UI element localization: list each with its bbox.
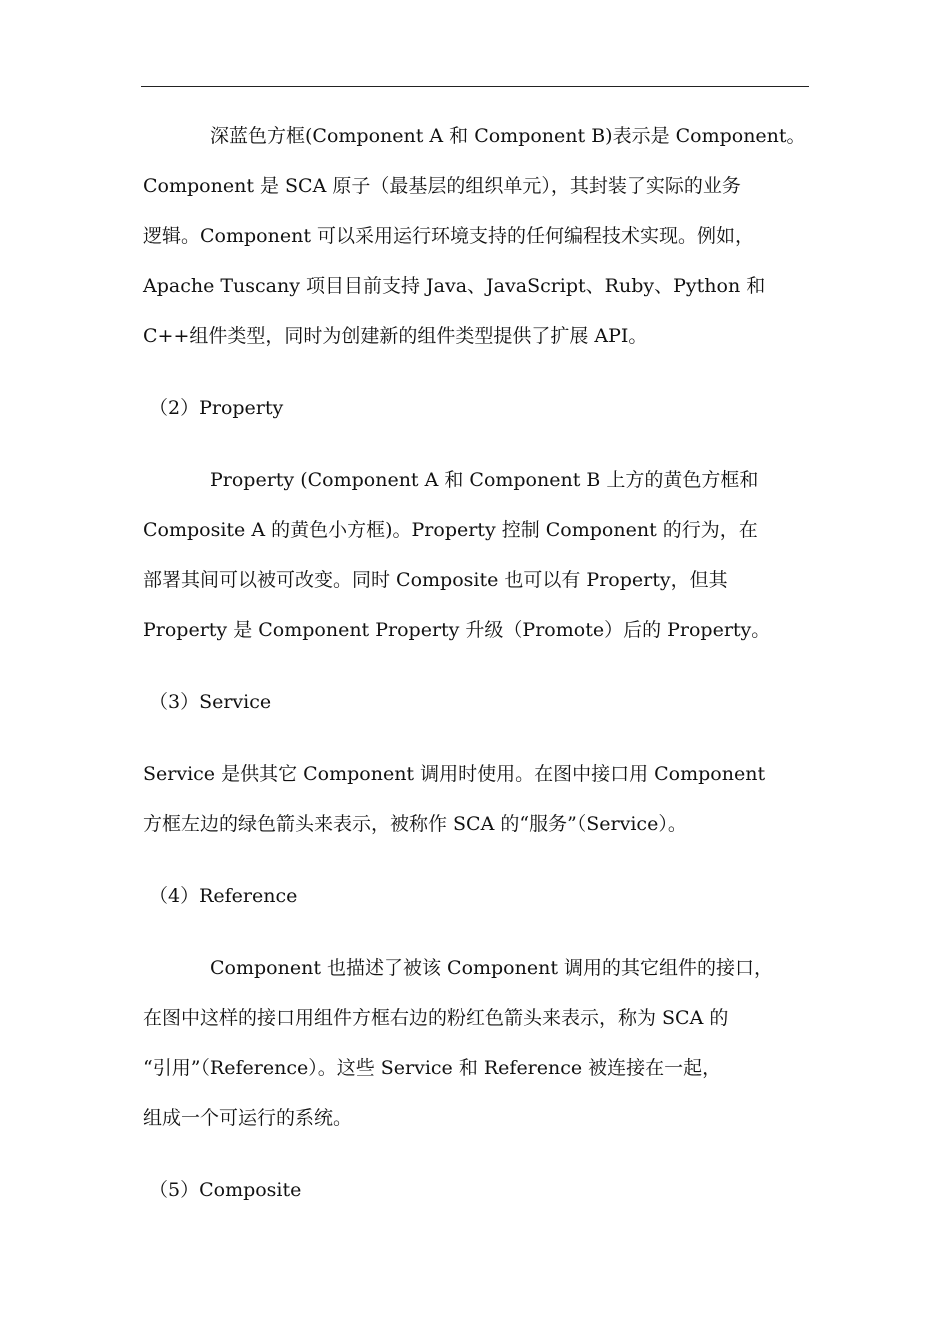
paragraph-line: 部署其间可以被可改变。同时 Composite 也可以有 Property，但其 <box>143 569 728 591</box>
paragraph-line: C++组件类型，同时为创建新的组件类型提供了扩展 API。 <box>143 325 648 347</box>
section-heading-reference: （4）Reference <box>149 885 298 907</box>
paragraph-line: Property (Component A 和 Component B 上方的黄色方框和 <box>210 469 759 491</box>
paragraph-line: Property 是 Component Property 升级（Promote）后的 Property。 <box>143 619 771 641</box>
paragraph-line: Component 是 SCA 原子（最基层的组织单元），其封装了实际的业务 <box>143 175 741 197</box>
paragraph-line: 在图中这样的接口用组件方框右边的粉红色箭头来表示，称为 SCA 的 <box>143 1007 729 1029</box>
paragraph-line: “引用”（Reference）。这些 Service 和 Reference 被连接在一起， <box>143 1057 722 1079</box>
header-rule <box>141 86 809 87</box>
paragraph-line: 方框左边的绿色箭头来表示，被称作 SCA 的“服务”（Service）。 <box>143 813 687 835</box>
paragraph-line: Apache Tuscany 项目目前支持 Java、JavaScript、Ruby、Python 和 <box>143 275 766 297</box>
paragraph-line: Composite A 的黄色小方框)。Property 控制 Component 的行为，在 <box>143 519 758 541</box>
section-heading-composite: （5）Composite <box>149 1179 302 1201</box>
section-heading-service: （3）Service <box>149 691 272 713</box>
paragraph-line: 组成一个可运行的系统。 <box>143 1107 353 1129</box>
section-heading-property: （2）Property <box>149 397 284 419</box>
paragraph-line: Service 是供其它 Component 调用时使用。在图中接口用 Component <box>143 763 766 785</box>
paragraph-line: 逻辑。Component 可以采用运行环境支持的任何编程技术实现。例如， <box>143 225 754 247</box>
paragraph-line: Component 也描述了被该 Component 调用的其它组件的接口， <box>210 957 774 979</box>
paragraph-line: 深蓝色方框(Component A 和 Component B)表示是 Component。 <box>210 125 806 147</box>
